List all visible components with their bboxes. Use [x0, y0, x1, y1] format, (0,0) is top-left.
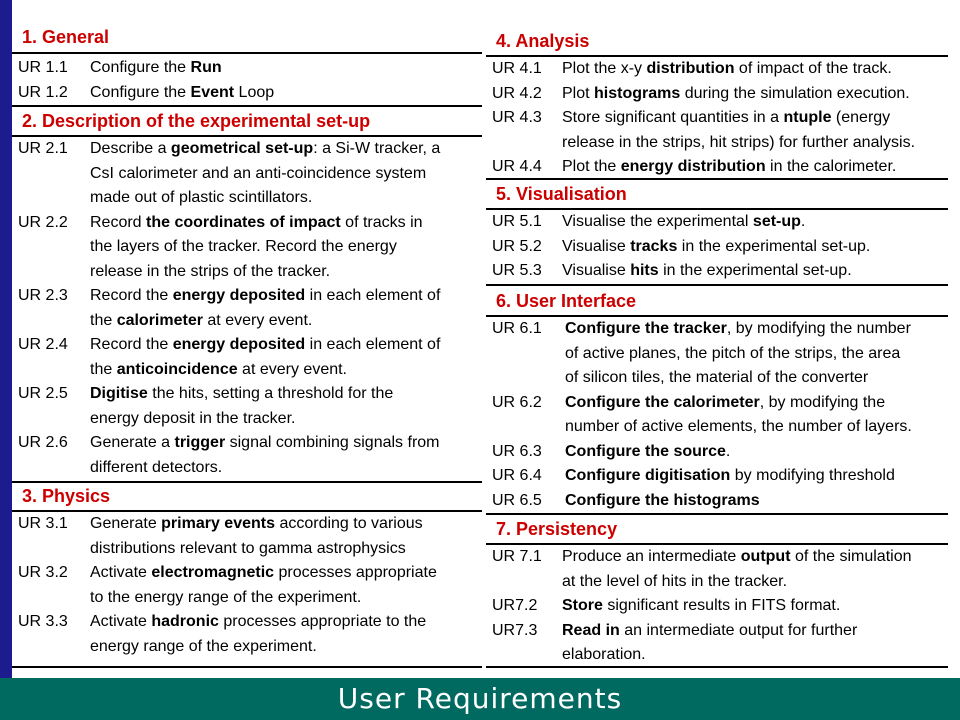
requirement-keyword: trigger: [174, 434, 226, 451]
requirement-text-segment: in each element of: [305, 287, 441, 304]
requirement-row: [18, 431, 440, 456]
requirement-text: [90, 382, 393, 407]
requirement-row: [492, 415, 912, 440]
requirement-text-segment: .: [725, 442, 731, 460]
requirement-text: [90, 586, 361, 611]
requirement-row: [492, 366, 912, 391]
requirement-code: UR 2.1: [18, 140, 68, 157]
requirement-text: [90, 162, 426, 187]
section-bottom-rule: [486, 513, 948, 515]
requirement-keyword: Configure the tracker: [565, 320, 727, 337]
requirement-text-segment: in each element of: [305, 336, 441, 353]
requirement-text-segment: : a Si-W tracker, a: [313, 140, 441, 157]
requirement-keyword: calorimeter: [116, 311, 203, 329]
requirement-row: [18, 407, 440, 432]
requirement-code: UR 2.6: [18, 434, 68, 451]
requirement-row: [18, 162, 440, 187]
requirement-text: [90, 358, 347, 383]
requirement-text-segment: by modifying threshold: [730, 467, 895, 484]
requirement-row: [18, 610, 437, 635]
section-heading: 5. Visualisation: [496, 184, 627, 204]
requirement-code: UR 7.1: [492, 548, 542, 565]
requirement-keyword: energy distribution: [620, 158, 766, 175]
requirement-keyword: Event: [190, 83, 235, 101]
section-heading: 3. Physics: [22, 486, 111, 506]
requirement-text-segment: release in the strips, hit strips) for further analysis.: [562, 133, 916, 151]
requirement-code: UR 6.4: [492, 467, 542, 484]
left-accent-bar: [0, 0, 12, 678]
requirement-text: [90, 537, 406, 562]
requirement-text: [90, 235, 397, 260]
requirement-code: [492, 342, 565, 367]
requirement-text-segment: number of active elements, the number of layers.: [565, 418, 912, 435]
section-heading: 6. User Interface: [496, 291, 637, 311]
requirement-code: UR 6.1: [492, 320, 542, 337]
requirement-row: [18, 81, 274, 106]
requirement-keyword: Run: [190, 59, 222, 76]
requirement-text-segment: during the simulation execution.: [680, 84, 910, 102]
requirement-text: [90, 56, 222, 81]
requirement-list: [492, 57, 915, 180]
requirement-keyword: hits: [630, 262, 659, 279]
requirement-text: [565, 489, 760, 514]
requirement-list: [492, 317, 912, 513]
requirement-text: [565, 440, 730, 465]
requirement-code: UR 6.5: [492, 491, 542, 509]
section-heading: 2. Description of the experimental set-up: [22, 111, 371, 131]
requirement-text-segment: to the energy range of the experiment.: [90, 588, 362, 606]
requirement-row: [492, 440, 912, 465]
requirement-list: [18, 56, 274, 105]
requirement-text: [562, 57, 892, 82]
requirement-row: [492, 57, 915, 82]
requirement-row: [492, 342, 912, 367]
section-bottom-rule: [12, 666, 482, 668]
requirement-text-segment: in the experimental set-up.: [677, 237, 871, 255]
requirement-code: UR7.2: [492, 597, 538, 614]
requirement-row: [492, 391, 912, 416]
requirement-row: [18, 137, 440, 162]
requirement-row: [18, 561, 437, 586]
requirement-code: [18, 162, 90, 187]
requirement-code: [18, 586, 90, 611]
requirement-text: [562, 235, 870, 260]
requirement-text: [90, 211, 423, 236]
requirement-text-segment: .: [800, 213, 806, 230]
requirement-text: [565, 391, 885, 416]
requirement-text-segment: Generate: [90, 515, 162, 532]
requirement-keyword: tracks: [630, 237, 678, 255]
requirement-code: UR 5.2: [492, 237, 542, 255]
requirement-text: [90, 81, 274, 106]
requirement-keyword: energy deposited: [172, 336, 306, 353]
requirement-text: [562, 594, 840, 619]
section-bottom-rule: [12, 481, 482, 483]
requirement-keyword: output: [740, 548, 791, 565]
requirement-text: [565, 342, 900, 367]
requirement-text-segment: of tracks in: [340, 213, 423, 231]
requirement-text: [90, 431, 440, 456]
requirement-row: [18, 260, 440, 285]
requirement-code: [492, 570, 562, 595]
requirement-row: [18, 309, 440, 334]
section-heading: 4. Analysis: [496, 31, 590, 51]
requirement-text-segment: , by modifying the: [759, 393, 886, 411]
requirement-text-segment: Record: [90, 213, 147, 231]
requirement-row: [492, 570, 911, 595]
section-rule: [12, 52, 482, 54]
requirement-code: UR7.3: [492, 621, 538, 639]
requirement-code: [18, 260, 90, 285]
requirement-text-segment: Activate: [90, 564, 152, 581]
requirement-row: [18, 512, 437, 537]
requirement-text-segment: the: [90, 311, 117, 329]
requirement-text: [562, 210, 805, 235]
requirement-row: [492, 131, 915, 156]
requirement-text: [565, 366, 868, 391]
requirement-text-segment: processes appropriate to the: [218, 613, 427, 630]
requirement-text-segment: Store significant quantities in a: [562, 109, 784, 126]
requirement-code: [18, 235, 90, 260]
requirement-row: [492, 489, 912, 514]
requirement-text-segment: , by modifying the number: [726, 320, 911, 337]
requirement-row: [18, 456, 440, 481]
requirement-text-segment: the: [90, 360, 117, 378]
requirement-row: [18, 333, 440, 358]
requirement-keyword: Configure digitisation: [565, 467, 731, 484]
requirement-text-segment: Plot the x-y: [562, 60, 647, 77]
requirement-text-segment: Produce an intermediate: [562, 548, 741, 565]
requirement-text: [90, 635, 317, 660]
requirement-row: [492, 259, 870, 284]
requirement-keyword: anticoincidence: [116, 360, 238, 378]
requirement-text: [562, 570, 787, 595]
requirement-text: [90, 561, 437, 586]
requirement-row: [492, 643, 911, 668]
requirement-row: [18, 537, 437, 562]
requirement-keyword: the coordinates of impact: [146, 213, 341, 231]
requirement-row: [18, 186, 440, 211]
requirement-row: [18, 358, 440, 383]
requirement-row: [492, 106, 915, 131]
requirement-row: [492, 619, 911, 644]
requirement-text: [90, 333, 440, 358]
requirement-text: [90, 186, 312, 211]
requirement-code: [18, 456, 90, 481]
requirement-text-segment: made out of plastic scintillators.: [90, 189, 313, 206]
requirement-code: [492, 366, 565, 391]
requirement-text-segment: at every event.: [202, 311, 313, 329]
section-bottom-rule: [486, 284, 948, 286]
requirement-text-segment: Configure the: [90, 83, 191, 101]
requirement-code: [18, 407, 90, 432]
requirement-text: [90, 137, 440, 162]
requirement-text-segment: Visualise: [562, 262, 631, 279]
requirement-keyword: geometrical set-up: [170, 140, 314, 157]
requirement-row: [18, 56, 274, 81]
requirement-keyword: hadronic: [151, 613, 219, 630]
requirement-text: [562, 106, 890, 131]
requirement-keyword: Store: [562, 597, 603, 614]
requirement-text: [90, 407, 295, 432]
slide-title: User Requirements: [337, 682, 623, 715]
requirement-keyword: set-up: [752, 213, 801, 230]
requirement-text-segment: Visualise the experimental: [562, 213, 753, 230]
requirement-text: [562, 259, 852, 284]
requirement-code: UR 5.3: [492, 262, 542, 279]
requirement-text-segment: energy deposit in the tracker.: [90, 409, 296, 427]
requirement-code: UR 3.1: [18, 515, 68, 532]
requirement-text-segment: Visualise: [562, 237, 631, 255]
requirement-text: [562, 643, 646, 668]
requirement-code: UR 4.1: [492, 60, 542, 77]
requirement-text: [90, 610, 426, 635]
requirement-text: [565, 464, 895, 489]
requirement-list: [492, 545, 911, 668]
requirement-text-segment: Plot: [562, 84, 595, 102]
requirement-text-segment: Describe a: [90, 140, 171, 157]
requirement-text-segment: CsI calorimeter and an anti-coincidence system: [90, 164, 427, 182]
requirement-code: [492, 643, 562, 668]
requirement-text: [562, 619, 857, 644]
requirement-text-segment: Record the: [90, 287, 173, 304]
requirement-keyword: Configure the histograms: [565, 491, 760, 509]
requirement-list: [18, 512, 437, 659]
requirement-code: [18, 635, 90, 660]
requirement-code: UR 1.2: [18, 83, 68, 101]
requirement-keyword: distribution: [646, 60, 735, 77]
requirement-text-segment: of the simulation: [790, 548, 912, 565]
requirement-code: UR 3.2: [18, 564, 68, 581]
requirement-code: UR 6.3: [492, 442, 542, 460]
requirement-text: [562, 131, 915, 156]
requirement-code: UR 2.3: [18, 287, 68, 304]
requirement-row: [492, 235, 870, 260]
requirement-text-segment: according to various: [275, 515, 423, 532]
requirement-code: UR 2.2: [18, 213, 68, 231]
requirement-text-segment: Generate a: [90, 434, 175, 451]
requirement-text-segment: the layers of the tracker. Record the energy: [90, 238, 397, 255]
requirement-text: [562, 545, 911, 570]
requirement-row: [492, 317, 912, 342]
requirement-text-segment: of silicon tiles, the material of the converter: [565, 369, 869, 386]
requirement-row: [18, 284, 440, 309]
requirement-keyword: Configure the calorimeter: [565, 393, 760, 411]
requirement-text-segment: at every event.: [237, 360, 347, 378]
requirement-text-segment: processes appropriate: [274, 564, 437, 581]
requirement-keyword: Digitise: [90, 385, 148, 402]
requirement-list: [492, 210, 870, 284]
requirement-code: [18, 537, 90, 562]
requirement-code: UR 4.3: [492, 109, 542, 126]
requirement-row: [492, 155, 915, 180]
requirement-text-segment: signal combining signals from: [225, 434, 440, 451]
requirement-text: [90, 309, 312, 334]
requirement-text-segment: in the calorimeter.: [765, 158, 897, 175]
requirement-row: [492, 545, 911, 570]
requirement-text-segment: an intermediate output for further: [619, 621, 858, 639]
requirement-code: UR 2.4: [18, 336, 68, 353]
requirement-text: [90, 456, 222, 481]
requirement-code: [18, 186, 90, 211]
requirement-text: [565, 317, 911, 342]
requirement-keyword: ntuple: [783, 109, 832, 126]
requirement-code: UR 6.2: [492, 393, 542, 411]
section-heading: 7. Persistency: [496, 519, 618, 539]
requirement-code: [18, 358, 90, 383]
requirement-keyword: energy deposited: [172, 287, 306, 304]
requirement-keyword: histograms: [594, 84, 681, 102]
requirement-text: [562, 155, 896, 180]
requirement-row: [492, 464, 912, 489]
requirement-keyword: Configure the source: [565, 442, 726, 460]
requirement-text-segment: energy range of the experiment.: [90, 637, 317, 655]
requirement-text-segment: at the level of hits in the tracker.: [562, 572, 788, 590]
requirement-row: [18, 211, 440, 236]
requirement-text: [565, 415, 912, 440]
requirement-list: [18, 137, 440, 480]
requirement-code: [492, 415, 565, 440]
requirement-text: [90, 284, 440, 309]
requirement-keyword: Read in: [562, 621, 620, 639]
requirement-text-segment: of impact of the track.: [734, 60, 892, 77]
requirement-row: [18, 586, 437, 611]
requirement-text: [90, 512, 423, 537]
requirement-row: [18, 235, 440, 260]
requirement-row: [492, 210, 870, 235]
requirement-row: [18, 635, 437, 660]
requirement-text: [90, 260, 330, 285]
section-heading: 1. General: [22, 27, 110, 47]
requirement-code: [492, 131, 562, 156]
requirement-text: [562, 82, 910, 107]
requirement-keyword: electromagnetic: [151, 564, 275, 581]
requirement-code: UR 3.3: [18, 613, 68, 630]
requirement-text-segment: release in the strips of the tracker.: [90, 262, 331, 280]
requirement-code: UR 5.1: [492, 213, 542, 230]
requirement-text-segment: Configure the: [90, 59, 191, 76]
requirement-text-segment: significant results in FITS format.: [602, 597, 841, 614]
requirement-text-segment: the hits, setting a threshold for the: [147, 385, 394, 402]
requirement-row: [18, 382, 440, 407]
requirement-text-segment: distributions relevant to gamma astrophysics: [90, 539, 406, 557]
requirement-row: [492, 594, 911, 619]
footer-bar: [0, 678, 960, 720]
requirement-keyword: primary events: [161, 515, 275, 532]
section-bottom-rule: [12, 105, 482, 107]
requirement-text-segment: elaboration.: [562, 646, 646, 663]
requirement-row: [492, 82, 915, 107]
requirement-text-segment: Loop: [234, 83, 275, 101]
requirement-code: [18, 309, 90, 334]
requirement-text-segment: (energy: [831, 109, 891, 126]
requirement-code: UR 4.2: [492, 84, 542, 102]
requirement-code: UR 1.1: [18, 59, 68, 76]
requirement-code: UR 4.4: [492, 158, 542, 175]
requirement-text-segment: Plot the: [562, 158, 621, 175]
requirement-text-segment: different detectors.: [90, 458, 223, 476]
requirement-text-segment: Record the: [90, 336, 173, 353]
requirement-code: UR 2.5: [18, 385, 68, 402]
requirement-text-segment: in the experimental set-up.: [658, 262, 852, 279]
requirement-text-segment: Activate: [90, 613, 152, 630]
requirement-text-segment: of active planes, the pitch of the strips, the area: [565, 344, 901, 362]
